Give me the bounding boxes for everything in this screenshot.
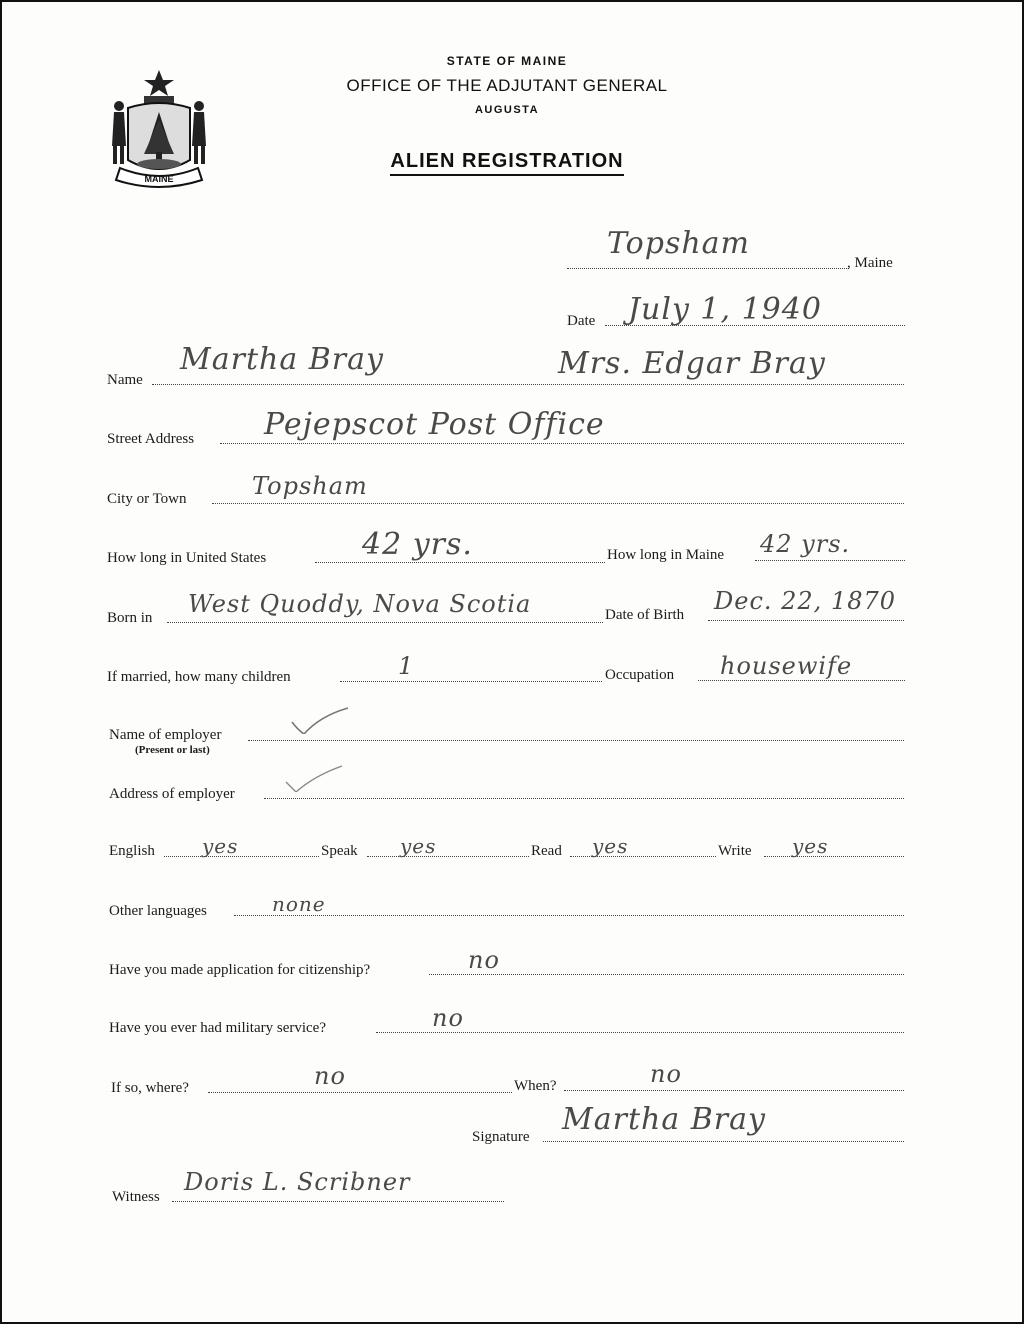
how-long-maine-label: How long in Maine [607,547,725,563]
military-line [376,1032,904,1033]
other-languages-value[interactable]: none [272,892,326,916]
where-value[interactable]: no [314,1062,346,1090]
employer-address-checkmark-icon [284,764,344,792]
english-value[interactable]: yes [202,834,239,858]
occupation-value[interactable]: housewife [720,652,853,680]
signature-value[interactable]: Martha Bray [562,1102,766,1137]
maine-label: , Maine [847,255,893,271]
citizenship-value[interactable]: no [468,946,500,974]
children-value[interactable]: 1 [398,652,415,680]
header-office: OFFICE OF THE ADJUTANT GENERAL [346,76,668,95]
form-title-text: ALIEN REGISTRATION [390,150,623,176]
where-label: If so, where? [111,1080,189,1096]
street-address-label: Street Address [107,431,195,447]
when-value[interactable]: no [650,1060,682,1088]
occupation-line [698,680,905,681]
header-city: AUGUSTA [474,104,540,116]
military-value[interactable]: no [432,1004,464,1032]
form-title [302,150,712,173]
street-address-value[interactable]: Pejepscot Post Office [264,407,605,442]
signature-label: Signature [472,1129,530,1145]
read-value[interactable]: yes [592,834,629,858]
name-label: Name [107,372,143,388]
employer-name-line [248,740,904,741]
where-line [208,1092,512,1093]
when-label: When? [514,1078,557,1094]
read-label: Read [531,843,562,859]
employer-note-label: (Present or last) [135,744,210,756]
write-value[interactable]: yes [792,834,829,858]
town-line [567,268,849,269]
english-line [164,856,319,857]
street-address-line [220,443,904,444]
how-long-us-label: How long in United States [107,550,267,566]
children-line [340,681,602,682]
city-or-town-line [212,503,904,504]
occupation-label: Occupation [605,667,675,683]
citizenship-line [429,974,904,975]
header-state: STATE OF MAINE [446,54,568,68]
born-in-label: Born in [107,610,153,626]
citizenship-label: Have you made application for citizenship? [109,962,371,978]
when-line [564,1090,904,1091]
signature-line [543,1141,904,1142]
employer-address-line [264,798,904,799]
date-label: Date [567,313,596,329]
other-languages-line [234,915,904,916]
witness-value[interactable]: Doris L. Scribner [184,1168,411,1196]
town-value[interactable]: Topsham [607,226,750,261]
how-long-maine-line [755,560,905,561]
witness-line [172,1201,504,1202]
how-long-us-value[interactable]: 42 yrs. [362,527,473,562]
name-value[interactable]: Martha Bray [180,342,384,377]
city-or-town-value[interactable]: Topsham [252,472,368,500]
name-alt-value[interactable]: Mrs. Edgar Bray [558,346,826,381]
speak-line [367,856,529,857]
other-languages-label: Other languages [109,903,207,919]
state-of-maine-seal-icon [106,68,212,190]
witness-label: Witness [112,1189,160,1205]
children-label: If married, how many children [107,669,291,685]
write-line [764,856,904,857]
write-label: Write [718,843,752,859]
military-label: Have you ever had military service? [109,1020,326,1036]
speak-value[interactable]: yes [400,834,437,858]
city-or-town-label: City or Town [107,491,187,507]
english-label: English [109,843,155,859]
born-in-line [167,622,603,623]
employer-name-checkmark-icon [290,706,350,734]
employer-address-label: Address of employer [109,786,235,802]
name-line [152,384,904,385]
how-long-maine-value[interactable]: 42 yrs. [760,530,851,558]
date-of-birth-line [708,620,904,621]
date-value[interactable]: July 1, 1940 [628,292,822,327]
speak-label: Speak [321,843,358,859]
how-long-us-line [315,562,605,563]
date-of-birth-value[interactable]: Dec. 22, 1870 [714,587,897,615]
seal-banner-text: MAINE [144,174,174,184]
employer-name-label: Name of employer [109,727,222,743]
born-in-value[interactable]: West Quoddy, Nova Scotia [188,590,532,618]
date-of-birth-label: Date of Birth [605,607,685,623]
